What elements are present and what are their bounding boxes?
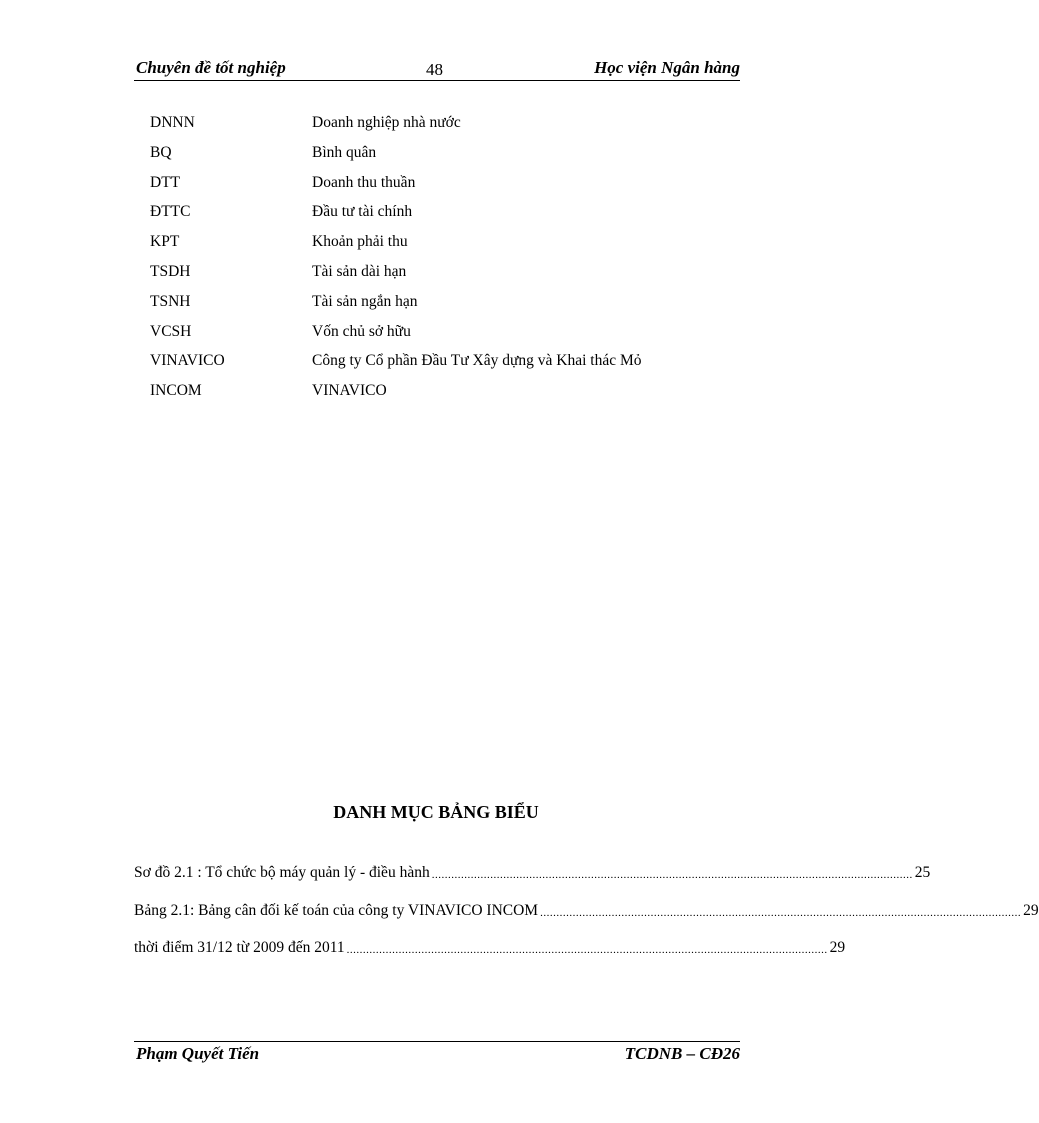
toc-entry[interactable] <box>134 864 931 902</box>
abbreviation-meaning: Công ty Cổ phần Đầu Tư Xây dựng và Khai thác Mỏ <box>312 352 642 370</box>
abbreviation-row <box>150 382 730 412</box>
toc-entry-text: thời điểm 31/12 từ 2009 đến 2011 <box>134 939 345 956</box>
footer-author: Phạm Quyết Tiến <box>136 1044 260 1063</box>
toc-entry-page: 25 <box>914 864 931 881</box>
abbreviation-row <box>150 114 730 144</box>
abbreviation-term: TSNH <box>150 292 191 310</box>
page-header <box>134 58 740 81</box>
abbreviation-meaning: Khoản phải thu <box>312 233 408 251</box>
abbreviation-meaning: Bình quân <box>312 143 377 161</box>
toc-entry-text: Bảng 2.1: Bảng cân đối kế toán của công ty VINAVICO INCOM <box>134 901 539 919</box>
abbreviation-row <box>150 323 730 353</box>
footer-class-code: TCDNB – CĐ26 <box>624 1044 740 1063</box>
header-right-title: Học viện Ngân hàng <box>594 58 740 77</box>
page-number: 48 <box>426 60 443 79</box>
abbreviation-meaning: Vốn chủ sở hữu <box>312 322 411 340</box>
toc-entry-page: 29 <box>1023 901 1039 919</box>
table-of-contents <box>134 864 1039 977</box>
abbreviation-list <box>150 114 730 412</box>
abbreviation-row <box>150 293 730 323</box>
abbreviation-row <box>150 263 730 293</box>
toc-leader-dots: .................................................................................................................................................... <box>431 869 913 881</box>
toc-entry[interactable] <box>134 901 1039 940</box>
abbreviation-meaning: Tài sản dài hạn <box>312 262 407 280</box>
abbreviation-meaning: VINAVICO <box>312 382 387 400</box>
abbreviation-row <box>150 233 730 263</box>
toc-leader-dots: .................................................................................................................................................... <box>540 906 1022 919</box>
abbreviation-term: ĐTTC <box>150 203 191 221</box>
abbreviation-term: TSDH <box>150 262 191 280</box>
toc-leader-dots: .................................................................................................................................................... <box>346 944 828 956</box>
abbreviation-row <box>150 174 730 204</box>
page-footer <box>134 1041 740 1068</box>
toc-entry-page: 29 <box>829 939 846 956</box>
abbreviation-term: DNNN <box>150 114 195 131</box>
abbreviation-meaning: Tài sản ngắn hạn <box>312 292 418 310</box>
abbreviation-term: INCOM <box>150 382 202 400</box>
header-left-title: Chuyên đề tốt nghiệp <box>136 58 286 77</box>
toc-entry[interactable] <box>134 939 846 977</box>
abbreviation-row <box>150 144 730 174</box>
toc-entry-text: Sơ đồ 2.1 : Tổ chức bộ máy quản lý - điều hành <box>134 864 430 881</box>
abbreviation-term: BQ <box>150 143 172 161</box>
abbreviation-meaning: Doanh nghiệp nhà nước <box>312 114 461 131</box>
section-title: DANH MỤC BẢNG BIỂU <box>333 802 539 822</box>
abbreviation-term: VCSH <box>150 322 192 340</box>
abbreviation-meaning: Đầu tư tài chính <box>312 203 413 221</box>
abbreviation-meaning: Doanh thu thuần <box>312 173 416 191</box>
abbreviation-term: KPT <box>150 233 180 251</box>
abbreviation-term: VINAVICO <box>150 352 225 370</box>
abbreviation-term: DTT <box>150 173 181 191</box>
abbreviation-row <box>150 352 730 382</box>
abbreviation-row <box>150 203 730 233</box>
